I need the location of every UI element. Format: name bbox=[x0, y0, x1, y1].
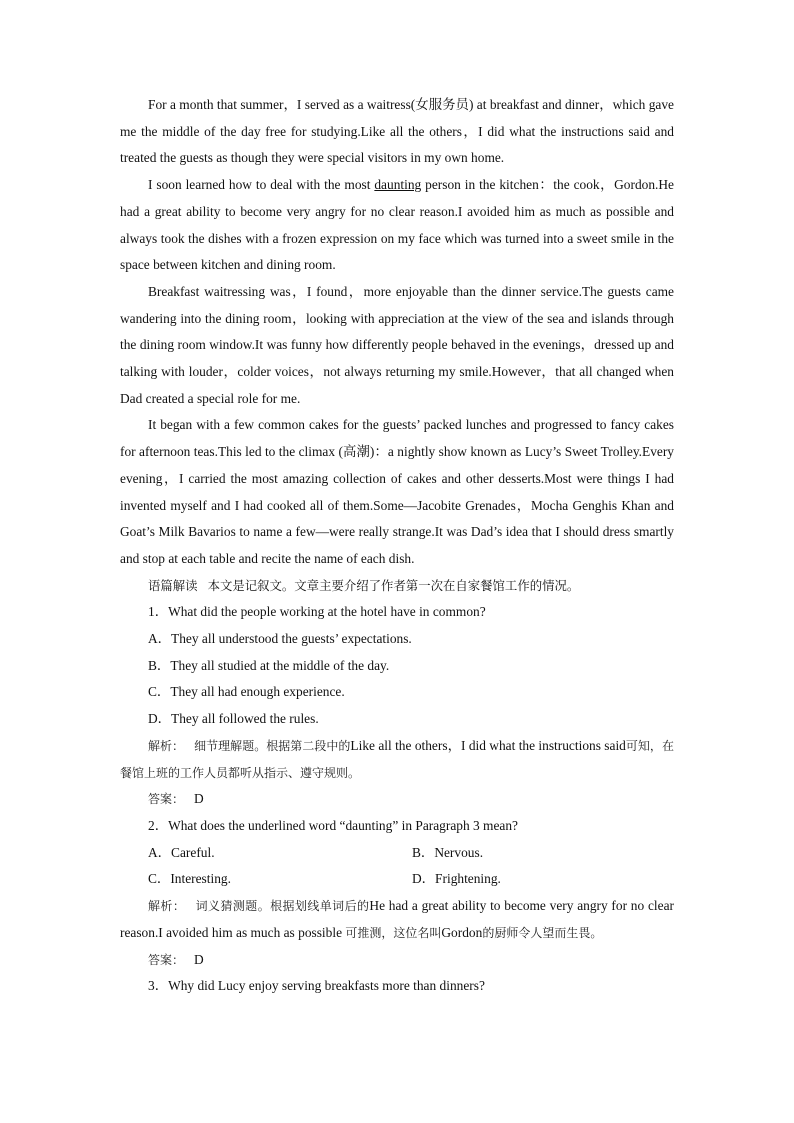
q2-answer bbox=[120, 947, 674, 974]
q1-answer bbox=[120, 786, 674, 813]
q2-analysis-label: 解析： bbox=[148, 899, 186, 914]
q1-answer-label: 答案： bbox=[148, 792, 185, 807]
q1-option-d: D．They all followed the rules. bbox=[148, 711, 319, 727]
q2-options-row-2 bbox=[120, 866, 674, 893]
q2-answer-value: D bbox=[194, 951, 204, 967]
q2-options-row-1 bbox=[120, 840, 674, 867]
q2-analysis-text-2: 可推测，这位名叫 bbox=[345, 925, 442, 940]
q1-option-b: B．They all studied at the middle of the day. bbox=[148, 657, 390, 673]
q2-analysis-text-1: 词义猜测题。根据划线单词后的 bbox=[195, 899, 370, 914]
q2-option-a: A．Careful. bbox=[148, 844, 215, 860]
q2-answer-label: 答案： bbox=[148, 952, 185, 967]
q1-analysis-quote: Like all the others，I did what the instructions said bbox=[350, 737, 626, 753]
q2-analysis-text-3: 的厨师令人望而生畏。 bbox=[482, 925, 603, 940]
q1-answer-value: D bbox=[194, 791, 204, 807]
q1-option-c: C．They all had enough experience. bbox=[148, 684, 345, 700]
document-content bbox=[120, 92, 674, 1000]
article-paragraph-2 bbox=[120, 172, 674, 279]
paragraph-2-text-start: I soon learned how to deal with the most bbox=[148, 177, 375, 193]
article-paragraph-3: Breakfast waitressing was，I found，more enjoyable than the dinner service.The guests came wandering into the dining room，looking with appreciation at the view of the sea and islands through the dining room window.It was funny how differently people behaved in the evenings，dressed up and talking with louder，colder voices，not always returning my smile.However，that all changed when Dad created a special role for me. bbox=[120, 283, 674, 406]
paragraph-2-text-end: person in the kitchen：the cook，Gordon.He had a great ability to become very angry for no clear reason.I avoided him as much as possible and always took the dishes with a frozen expression on my face which was turned into a sweet smile in the space between kitchen and dining room. bbox=[120, 177, 674, 273]
summary-text: 本文是记叙文。文章主要介绍了作者第一次在自家餐馆工作的情况。 bbox=[207, 577, 580, 593]
question-2: 2．What does the underlined word “daunting” in Paragraph 3 mean? bbox=[148, 817, 518, 833]
summary bbox=[120, 573, 674, 600]
q1-option-a: A．They all understood the guests’ expectations. bbox=[148, 631, 412, 647]
q2-option-d: D．Frightening. bbox=[412, 871, 501, 887]
q2-option-c: C．Interesting. bbox=[148, 871, 231, 887]
q1-analysis-text-2: 可知，在餐馆上班的工作人员都听从指示、遵守规则。 bbox=[120, 738, 674, 780]
underlined-word: daunting bbox=[374, 177, 422, 193]
article-paragraph-1: For a month that summer，I served as a waitress(女服务员) at breakfast and dinner，which gave me the middle of the day free for studying.Like all the others，I did what the instructions said and treated the guests as though they were special visitors in my own home. bbox=[120, 97, 674, 166]
q1-analysis bbox=[120, 733, 674, 786]
question-3: 3．Why did Lucy enjoy serving breakfasts more than dinners? bbox=[148, 978, 485, 994]
q2-analysis-name: Gordon bbox=[441, 924, 483, 940]
summary-label: 语篇解读 bbox=[148, 577, 198, 593]
q1-analysis-label: 解析： bbox=[148, 738, 185, 753]
q1-analysis-text-1: 细节理解题。根据第二段中的 bbox=[194, 738, 351, 753]
question-1: 1．What did the people working at the hotel have in common? bbox=[148, 604, 486, 620]
q2-analysis-quote: He had a great ability to become very angry for no clear reason.I avoided him as much as possible bbox=[120, 898, 674, 940]
q2-option-b: B．Nervous. bbox=[412, 844, 484, 860]
article-paragraph-4: It began with a few common cakes for the guests’ packed lunches and progressed to fancy cakes for afternoon teas.This led to the climax (高潮)：a nightly show known as Lucy’s Sweet Trolley.Every evening，I carried the most amazing collection of cakes and other desserts.Most were things I had invented myself and I had cooked all of them.Some—Jacobite Grenades，Mocha Genghis Khan and Goat’s Milk Bavarios to name a few—were really strange.It was Dad’s idea that I should dress smartly and stop at each table and recite the name of each dish. bbox=[120, 417, 674, 566]
q2-analysis bbox=[120, 893, 674, 946]
